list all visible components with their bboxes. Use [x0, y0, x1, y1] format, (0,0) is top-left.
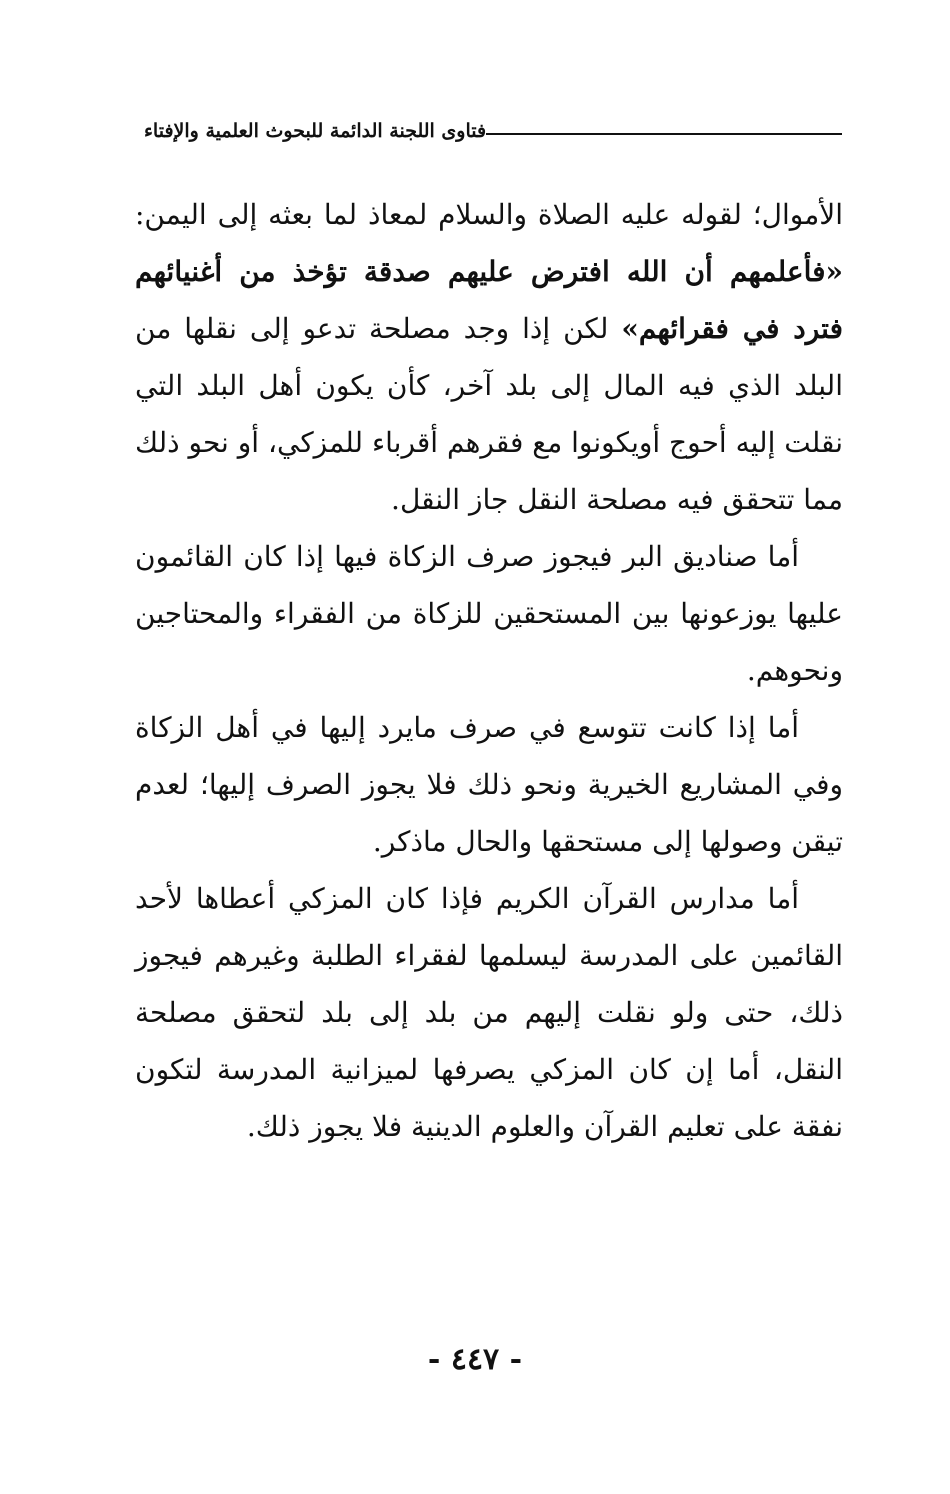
body-text [135, 186, 843, 1155]
running-header [134, 113, 842, 149]
paragraph-1-after: لكن إذا وجد مصلحة تدعو إلى نقلها من البلد الذي فيه المال إلى بلد آخر، كأن يكون أهل البلد التي نقلت إليه أحوج أويكونوا مع فقرهم أقرباء للمزكي، أو نحو ذلك مما تتحقق فيه مصلحة النقل جاز النقل. [135, 312, 843, 516]
page-number: - ٤٤٧ - [427, 1342, 523, 1377]
hadith-quote: «فأعلمهم أن الله افترض عليهم صدقة تؤخذ من أغنيائهم فترد في فقرائهم» [135, 255, 843, 345]
paragraph-1-before: الأموال؛ لقوله عليه الصلاة والسلام لمعاذ لما بعثه إلى اليمن: [135, 198, 843, 231]
paragraph-4: أما مدارس القرآن الكريم فإذا كان المزكي أعطاها لأحد القائمين على المدرسة ليسلمها لفقراء الطلبة وغيرهم فيجوز ذلك، حتى ولو نقلت إليهم من بلد إلى بلد لتحقق مصلحة النقل، أما إن كان المزكي يصرفها لميزانية المدرسة لتكون نفقة على تعليم القرآن والعلوم الدينية فلا يجوز ذلك. [135, 882, 843, 1143]
paragraph-1 [135, 186, 843, 528]
paragraph-2: أما صناديق البر فيجوز صرف الزكاة فيها إذا كان القائمون عليها يوزعونها بين المستحقين للزكاة من الفقراء والمحتاجين ونحوهم. [135, 540, 843, 687]
paragraph-3: أما إذا كانت تتوسع في صرف مايرد إليها في أهل الزكاة وفي المشاريع الخيرية ونحو ذلك فلا يجوز الصرف إليها؛ لعدم تيقن وصولها إلى مستحقها والحال ماذكر. [135, 711, 843, 858]
header-title: فتاوى اللجنة الدائمة للبحوث العلمية والإفتاء [144, 120, 487, 142]
header-rule [486, 133, 842, 135]
